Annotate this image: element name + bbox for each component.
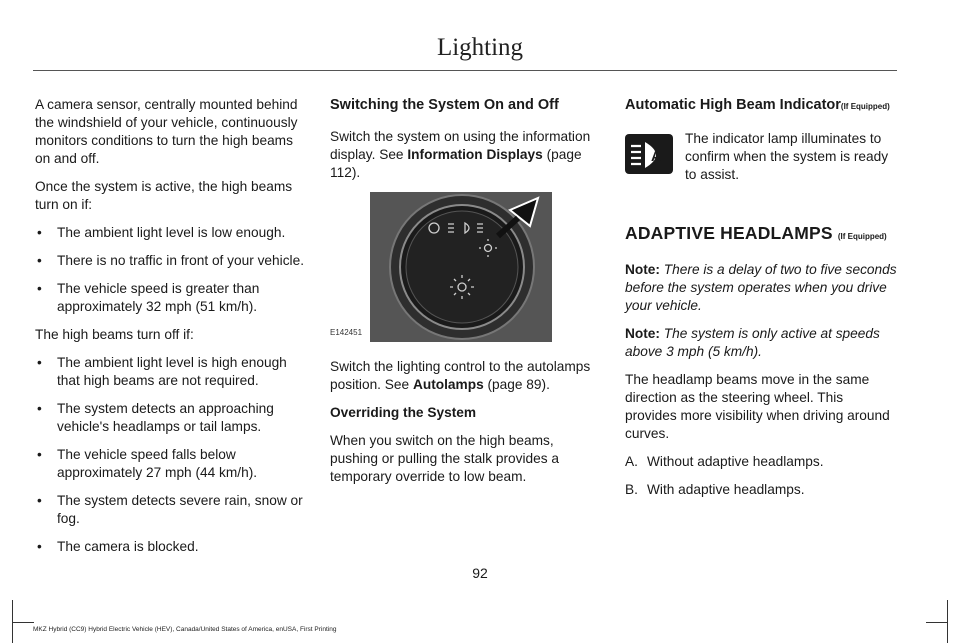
list-item: • There is no traffic in front of your vehicle. (35, 252, 310, 270)
turn-on-list (35, 224, 310, 316)
intro-paragraph: A camera sensor, centrally mounted behind the windshield of your vehicle, continuously monitors conditions to turn the high beams on and off. (35, 97, 298, 166)
adaptive-description: The headlamp beams move in the same direction as the steering wheel. This provides more visibility when driving around curves. (625, 372, 890, 441)
list-item: • The system detects severe rain, snow or fog. (35, 492, 310, 528)
section-heading-switching: Switching the System On and Off (330, 97, 559, 113)
note-delay: Note: There is a delay of two to five seconds before the system operates when you drive your vehicle. (625, 262, 897, 313)
list-item: • The camera is blocked. (35, 538, 310, 556)
figure-code: E142451 (330, 328, 363, 337)
overriding-subheading: Overriding the System (330, 405, 477, 420)
turn-off-heading: The high beams turn off if: (35, 327, 194, 342)
adaptive-list (625, 453, 897, 499)
override-paragraph: When you switch on the high beams, pushing or pulling the stalk provides a temporary override to low beam. (330, 433, 560, 484)
autolamps-link[interactable]: Autolamps (412, 377, 484, 392)
indicator-block (625, 130, 897, 194)
lighting-control-figure (330, 192, 602, 344)
right-column (625, 96, 897, 509)
information-display-paragraph: Switch the system on using the information display. See Information Displays (page 112). (330, 129, 591, 180)
list-item: • The vehicle speed falls below approximately 27 mph (44 km/h). (35, 446, 310, 482)
page-header-title: Lighting (436, 34, 524, 61)
turn-off-list (35, 354, 310, 556)
adaptive-headlamps-heading: ADAPTIVE HEADLAMPS (If Equipped) (625, 223, 887, 243)
svg-text:A: A (651, 148, 662, 164)
middle-column (330, 96, 602, 496)
list-item: • The ambient light level is high enough that high beams are not required. (35, 354, 310, 390)
page-number: 92 (472, 565, 488, 581)
indicator-heading: Automatic High Beam Indicator(If Equipped) (625, 97, 890, 113)
note-speed: Note: The system is only active at speeds above 3 mph (5 km/h). (625, 326, 880, 359)
auto-high-beam-indicator-icon (625, 134, 673, 174)
information-displays-link[interactable]: Information Displays (407, 147, 543, 162)
list-item: • The vehicle speed is greater than approximately 32 mph (51 km/h). (35, 280, 310, 316)
lighting-control-dial-icon (370, 192, 552, 342)
list-item: • The system detects an approaching vehicle's headlamps or tail lamps. (35, 400, 310, 436)
crop-mark (12, 622, 34, 623)
turn-on-heading: Once the system is active, the high beams turn on if: (35, 179, 293, 212)
list-item: • The ambient light level is low enough. (35, 224, 310, 242)
footer-edition-text: MKZ Hybrid (CC9) Hybrid Electric Vehicle (HEV), Canada/United States of America, enUSA, First Printing (33, 626, 337, 633)
header-divider (33, 70, 897, 71)
autolamps-paragraph: Switch the lighting control to the autolamps position. See Autolamps (page 89). (330, 359, 591, 392)
list-item: A. Without adaptive headlamps. (625, 454, 824, 469)
list-item: B. With adaptive headlamps. (625, 482, 805, 497)
left-column (35, 96, 310, 566)
crop-mark (926, 622, 948, 623)
indicator-description: The indicator lamp illuminates to confirm when the system is ready to assist. (685, 131, 889, 182)
